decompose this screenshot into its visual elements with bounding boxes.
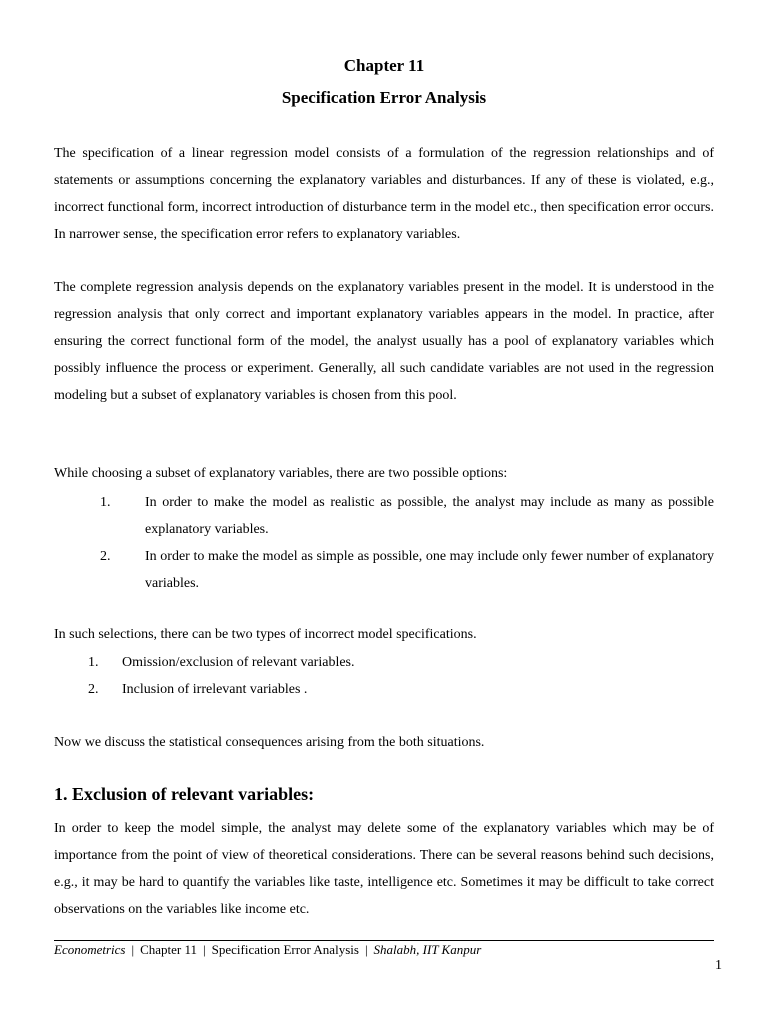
list-item: [0, 489, 768, 543]
paragraph-exclusion: In order to keep the model simple, the analyst may delete some of the explanatory variables which may be of importance from the point of view of theoretical considerations. There can be several reasons behind such decisions, e.g., it may be hard to quantify the variables like taste, intelligence etc. Sometimes it may be difficult to take correct observations on the variables like income etc.: [54, 821, 714, 917]
footer-divider: [54, 940, 714, 941]
footer-separator: |: [203, 942, 206, 957]
page-footer: [54, 942, 481, 958]
paragraph-types-intro: In such selections, there can be two types of incorrect model specifications.: [54, 627, 477, 642]
list-item-text: In order to make the model as realistic as possible, the analyst may include as many as possible explanatory variables.: [145, 495, 714, 537]
chapter-title: Specification Error Analysis: [281, 88, 487, 107]
footer-topic: Specification Error Analysis: [211, 942, 359, 957]
footer-author: Shalabh, IIT Kanpur: [373, 942, 482, 957]
paragraph-intro: The specification of a linear regression model consists of a formulation of the regression relationships and of statements or assumptions concerning the explanatory variables and disturbances. If any of these is violated, e.g., incorrect functional form, incorrect introduction of disturbance term in the model etc., then specification error occurs. In narrower sense, the specification error refers to explanatory variables.: [54, 146, 714, 242]
footer-chapter: Chapter 11: [140, 942, 198, 957]
paragraph-options-intro: While choosing a subset of explanatory variables, there are two possible options:: [54, 466, 508, 481]
list-item-text: Inclusion of irrelevant variables .: [122, 682, 308, 697]
paragraph-discussion: Now we discuss the statistical consequences arising from the both situations.: [54, 735, 485, 750]
list-item: [0, 543, 768, 597]
list-item-number: 2.: [100, 549, 111, 564]
list-item-number: 1.: [100, 495, 111, 510]
list-item-text: In order to make the model as simple as possible, one may include only fewer number of explanatory variables.: [145, 549, 714, 591]
footer-course: Econometrics: [54, 942, 126, 957]
list-item: [0, 649, 768, 676]
page-number: 1: [715, 958, 722, 973]
paragraph-regression-analysis: The complete regression analysis depends on the explanatory variables present in the model. It is understood in the regression analysis that only correct and important explanatory variables appears in the model. In practice, after ensuring the correct functional form of the model, the analyst usually has a pool of explanatory variables which possibly influence the process or experiment. Generally, all such candidate variables are not used in the regression modeling but a subset of explanatory variables is chosen from this pool.: [54, 280, 714, 403]
types-list: [0, 649, 768, 703]
footer-separator: |: [131, 942, 135, 957]
options-list: [0, 489, 768, 597]
footer-separator: |: [364, 942, 368, 957]
list-item-number: 1.: [88, 655, 99, 670]
chapter-number: Chapter 11: [343, 56, 425, 75]
section-heading: 1. Exclusion of relevant variables:: [54, 784, 315, 804]
list-item: [0, 676, 768, 703]
list-item-number: 2.: [88, 682, 99, 697]
list-item-text: Omission/exclusion of relevant variables.: [122, 655, 355, 670]
